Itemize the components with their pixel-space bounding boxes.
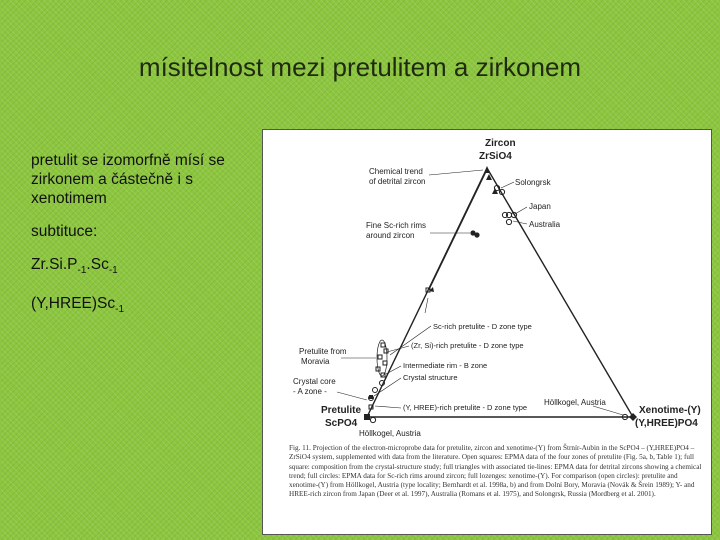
- xenotime-apex-label: Xenotime-(Y): [639, 405, 701, 416]
- zircon-apex-label: Zircon: [485, 138, 516, 149]
- substitution-heading: subtituce:: [31, 223, 98, 240]
- zircon-formula-label: ZrSiO4: [479, 151, 512, 162]
- zircon-apex-marker: [484, 166, 490, 173]
- slide-title: mísitelnost mezi pretulitem a zirkonem: [138, 52, 582, 82]
- y-hree-rich-label: (Y, HREE)-rich pretulite - D zone type: [403, 403, 528, 412]
- xenotime-formula-label: (Y,HREE)PO4: [635, 418, 698, 429]
- crystal-core-label: Crystal core: [293, 377, 336, 386]
- substitution-2: $(Y,HREE)Sc_{-1}$: [31, 295, 125, 316]
- crystal-structure-label: Crystal structure: [403, 373, 458, 382]
- pretulite-moravia-label: Pretulite from: [299, 347, 347, 356]
- chemical-trend-label: Chemical trend: [369, 167, 423, 176]
- ternary-diagram-figure: [262, 129, 712, 535]
- pretulite-apex-label: Pretulite: [321, 405, 362, 416]
- pretulite-moravia-label-2: Moravia: [301, 357, 330, 366]
- sc-rims-label-2: around zircon: [366, 231, 415, 240]
- description-text: pretulit se izomorfně mísí se zirkonem a částečně i s xenotimem: [31, 152, 225, 207]
- pretulite-apex-marker: [364, 414, 370, 420]
- figure-caption: Fig. 11. Projection of the electron-microprobe data for pretulite, zircon and xenotime-(Y) from Štrnír-Aubin in the ScPO4 – (Y,HREE)PO4 – ZrSiO4 system, supplemented with data from the literature. Open squares: EPMA data of the four zones of pretulite (Fig. 5a, b, Table 1); full square: composition from the crystal-structure study; full triangles with associated tie-lines: EPMA data for detrital zircons showing a chemical trend; full circles: EPMA data for Sc-rich rims around zircon; full lozenges: xenotime-(Y). For comparison (open circles): pretulite and xenotime-(Y) from Höllkogel, Austria (type locality; Bernhardt et al. 1998a, b) and from Dolní Bory, Moravia (Novák & Šrein 1989); Y- and HREE-rich zircon from Japan (Deer et al. 1997), Australia (Romans et al. 1975), and Solongrsk, Russia (Mordberg et al. 2001).: [289, 444, 702, 499]
- chemical-trend-label-2: of detrital zircon: [369, 177, 426, 186]
- crystal-core-label-2: - A zone -: [293, 387, 327, 396]
- zr-si-rich-label: (Zr, Si)-rich pretulite - D zone type: [411, 341, 524, 350]
- bullet-text-block: [31, 151, 271, 333]
- solongrsk-label: Solongrsk: [515, 178, 551, 187]
- sc-rich-pretulite-label: Sc-rich pretulite - D zone type: [433, 322, 532, 331]
- sc-rims-label: Fine Sc-rich rims: [366, 221, 427, 230]
- japan-label: Japan: [529, 202, 551, 211]
- intermediate-rim-label: Intermediate rim - B zone: [403, 361, 488, 370]
- hollkogel-austria-label: Höllkogel, Austria: [544, 398, 606, 407]
- hollkogel-pretulite-label: Höllkogel, Austria: [359, 429, 421, 438]
- australia-label: Australia: [529, 220, 561, 229]
- substitution-1: $Zr.Si.P_{-1}.Sc_{-1}$: [31, 256, 118, 277]
- pretulite-formula-label: ScPO4: [325, 418, 358, 429]
